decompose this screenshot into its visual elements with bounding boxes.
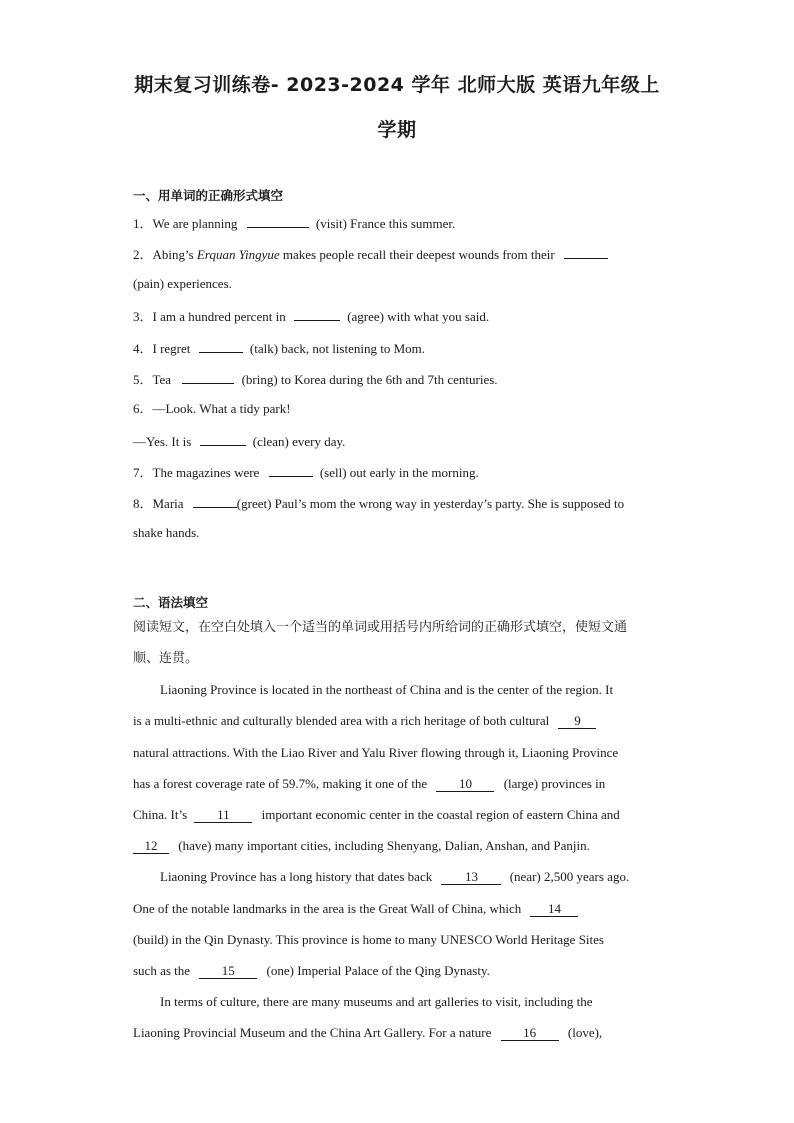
section2-instructions-cont: 顺、连贯。: [133, 651, 199, 666]
q4-hint: (talk) back, not listening to Mom.: [249, 341, 426, 356]
q6-text: —Yes. It is: [133, 434, 192, 449]
q5-text: 5．Tea: [133, 372, 172, 387]
p1-line6-text: (have) many important cities, including Shenyang, Dalian, Anshan, and Panjin.: [178, 838, 590, 853]
blank-9[interactable]: 9: [558, 714, 596, 729]
passage-p3-line2: [133, 1025, 661, 1041]
blank-12[interactable]: 12: [133, 839, 169, 854]
q8-answer-blank[interactable]: [193, 494, 237, 508]
q7-answer-blank[interactable]: [269, 463, 313, 477]
q7-hint: (sell) out early in the morning.: [319, 465, 479, 480]
passage-p2-line1: [160, 869, 661, 885]
passage-p1-line6: [133, 838, 661, 854]
q6-hint: (clean) every day.: [252, 434, 346, 449]
q8-hint: (greet) Paul’s mom the wrong way in yesterday’s party. She is supposed to: [236, 496, 625, 511]
p1-line4-text: has a forest coverage rate of 59.7%, making it one of the: [133, 776, 428, 791]
q2-text: 2．Abing’s: [133, 247, 197, 262]
passage-p2-line4: [133, 963, 661, 979]
p3-line2-text: Liaoning Provincial Museum and the China Art Gallery. For a nature: [133, 1025, 492, 1040]
question-6: 6．—Look. What a tidy park!: [133, 401, 291, 416]
p1-line5-text: China. It’s: [133, 807, 188, 822]
blank-15[interactable]: 15: [199, 964, 257, 979]
section1-heading: 一、用单词的正确形式填空: [133, 188, 284, 203]
p2-line4-text: such as the: [133, 963, 191, 978]
blank-16[interactable]: 16: [501, 1026, 559, 1041]
q2-italic-title: Erquan Yingyue: [196, 247, 280, 262]
question-3: [133, 307, 661, 325]
question-1: [133, 214, 661, 232]
passage-p2-line3: (build) in the Qin Dynasty. This province is home to many UNESCO World Heritage Sites: [133, 932, 604, 947]
p2-line2-text: One of the notable landmarks in the area is the Great Wall of China, which: [133, 901, 522, 916]
passage-p3-line1: In terms of culture, there are many museums and art galleries to visit, including the: [160, 994, 593, 1009]
section2-instructions: 阅读短文，在空白处填入一个适当的单词或用括号内所给词的正确形式填空，使短文通: [133, 620, 628, 635]
q3-hint: (agree) with what you said.: [347, 309, 490, 324]
passage-p1-line3: natural attractions. With the Liao River and Yalu River flowing through it, Liaoning Province: [133, 745, 619, 760]
blank-13[interactable]: 13: [441, 870, 501, 885]
q4-text: 4．I regret: [133, 341, 191, 356]
q2-text-cont: makes people recall their deepest wounds from their: [279, 247, 555, 262]
q3-answer-blank[interactable]: [294, 307, 340, 321]
p3-line2-hint: (love),: [567, 1025, 603, 1040]
question-8-cont: shake hands.: [133, 525, 200, 540]
q1-answer-blank[interactable]: [247, 214, 309, 228]
section2-heading: 二、语法填空: [133, 595, 209, 610]
question-6-reply: [133, 432, 661, 450]
q1-text: 1．We are planning: [133, 216, 238, 231]
p1-line5-cont: important economic center in the coastal region of eastern China and: [261, 807, 620, 822]
page-title-continued: 学期: [377, 119, 417, 141]
p1-line2-text: is a multi-ethnic and culturally blended area with a rich heritage of both cultural: [133, 713, 550, 728]
p2-line1-text: Liaoning Province has a long history that dates back: [160, 869, 433, 884]
blank-14[interactable]: 14: [530, 902, 578, 917]
passage-p1-line4: [133, 776, 661, 792]
q6-answer-blank[interactable]: [200, 432, 246, 446]
q5-hint: (bring) to Korea during the 6th and 7th centuries.: [241, 372, 498, 387]
passage-p1-line1: Liaoning Province is located in the northeast of China and is the center of the region. It: [160, 682, 614, 697]
question-2-cont: (pain) experiences.: [133, 276, 232, 291]
question-5: [133, 370, 661, 388]
passage-p2-line2: [133, 901, 661, 917]
passage-p1-line2: [133, 713, 661, 729]
q7-text: 7．The magazines were: [133, 465, 260, 480]
q8-text: 8．Maria: [133, 496, 184, 511]
passage-p1-line5: [133, 807, 661, 823]
page-title: 期末复习训练卷- 2023-2024 学年 北师大版 英语九年级上: [134, 74, 660, 96]
q3-text: 3．I am a hundred percent in: [133, 309, 286, 324]
question-8: [133, 494, 661, 512]
blank-10[interactable]: 10: [436, 777, 494, 792]
p2-line1-hint: (near) 2,500 years ago.: [509, 869, 630, 884]
question-7: [133, 463, 661, 481]
blank-11[interactable]: 11: [194, 808, 252, 823]
p2-line4-hint: (one) Imperial Palace of the Qing Dynasty.: [266, 963, 490, 978]
q4-answer-blank[interactable]: [199, 339, 243, 353]
question-4: [133, 339, 661, 357]
q1-hint: (visit) France this summer.: [315, 216, 456, 231]
question-2: [133, 245, 661, 263]
q2-answer-blank[interactable]: [564, 245, 608, 259]
p1-line4-hint: (large) provinces in: [503, 776, 606, 791]
q5-answer-blank[interactable]: [182, 370, 234, 384]
